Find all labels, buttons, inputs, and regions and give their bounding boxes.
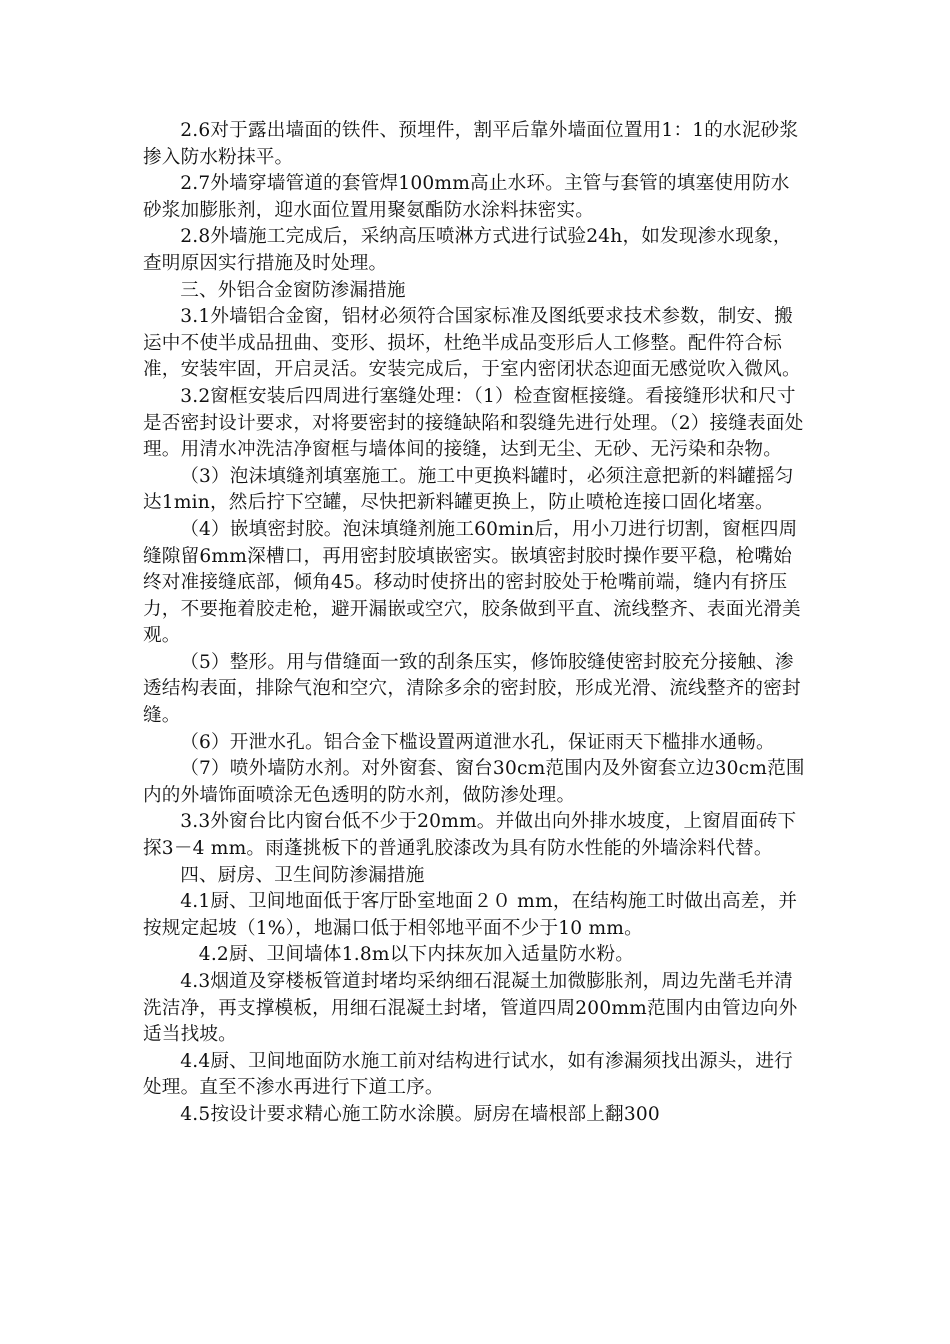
document-body [143,118,808,1129]
paragraph-2-7: 2.7外墙穿墙管道的套管焊100mm高止水环。主管与套管的填塞使用防水砂浆加膨胀剂，迎水面位置用聚氨酯防水涂料抹密实。 [143,173,790,221]
paragraph-3-2-step-4: （4）嵌填密封胶。泡沫填缝剂施工60min后，用小刀进行切割，窗框四周缝隙留6mm深槽口，再用密封胶填嵌密实。嵌填密封胶时操作要平稳，枪嘴始终对准接缝底部，倾角45。移动时使挤出的密封胶处于枪嘴前端，缝内有挤压力，不要拖着胶走枪，避开漏嵌或空穴，胶条做到平直、流线整齐、表面光滑美观。 [143,518,801,647]
paragraph-4-1: 4.1厨、卫间地面低于客厅卧室地面２０ mm，在结构施工时做出高差，并按规定起坡（1%），地漏口低于相邻地平面不少于10 mm。 [143,891,798,939]
paragraph-3-2-step-6: （6）开泄水孔。铝合金下槛设置两道泄水孔，保证雨天下槛排水通畅。 [180,731,775,753]
paragraph-4-5: 4.5按设计要求精心施工防水涂膜。厨房在墙根部上翻300 [180,1103,660,1125]
paragraph-4-2: 4.2厨、卫间墙体1.8m以下内抹灰加入适量防水粉。 [198,944,635,966]
paragraph-3-1: 3.1外墙铝合金窗，铝材必须符合国家标准及图纸要求技术参数，制安、搬运中不使半成品扭曲、变形、损坏，杜绝半成品变形后人工修整。配件符合标准，安装牢固，开启灵活。安装完成后，于室内密闭状态迎面无感觉吹入微风。 [143,306,801,381]
paragraph-3-3: 3.3外窗台比内窗台低不少于20mm。并做出向外排水坡度，上窗眉面砖下探3－4 mm。雨蓬挑板下的普通乳胶漆改为具有防水性能的外墙涂料代替。 [143,811,797,860]
section-heading-3: 三、外铝合金窗防渗漏措施 [180,279,406,301]
section-heading-4: 四、厨房、卫生间防渗漏措施 [180,864,425,886]
paragraph-2-8: 2.8外墙施工完成后，采纳高压喷淋方式进行试验24h，如发现渗水现象，查明原因实行措施及时处理。 [143,226,792,274]
paragraph-3-2: 3.2窗框安装后四周进行塞缝处理：（1）检查窗框接缝。看接缝形状和尺寸是否密封设计要求，对将要密封的接缝缺陷和裂缝先进行处理。（2）接缝表面处理。用清水冲洗洁净窗框与墙体间的接缝，达到无尘、无砂、无污染和杂物。 [143,385,804,461]
paragraph-3-2-step-3: （3）泡沫填缝剂填塞施工。施工中更换料罐时，必须注意把新的料罐摇匀达1min，然后拧下空罐，尽快把新料罐更换上，防止喷枪连接口固化堵塞。 [143,465,794,514]
paragraph-4-3: 4.3烟道及穿楼板管道封堵均采纳细石混凝土加微膨胀剂，周边先凿毛并清洗洁净，再支撑模板，用细石混凝土封堵，管道四周200mm范围内由管边向外适当找坡。 [143,971,798,1046]
paragraph-3-2-step-5: （5）整形。用与借缝面一致的刮条压实，修饰胶缝使密封胶充分接触、渗透结构表面，排除气泡和空穴，清除多余的密封胶，形成光滑、流线整齐的密封缝。 [143,651,801,727]
paragraph-4-4: 4.4厨、卫间地面防水施工前对结构进行试水，如有渗漏须找出源头，进行处理。直至不渗水再进行下道工序。 [143,1050,793,1099]
paragraph-3-2-step-7: （7）喷外墙防水剂。对外窗套、窗台30cm范围内及外窗套立边30cm范围内的外墙饰面喷涂无色透明的防水剂，做防渗处理。 [143,758,805,806]
paragraph-2-6: 2.6对于露出墙面的铁件、预埋件，割平后靠外墙面位置用1：1的水泥砂浆掺入防水粉抹平。 [143,120,799,168]
